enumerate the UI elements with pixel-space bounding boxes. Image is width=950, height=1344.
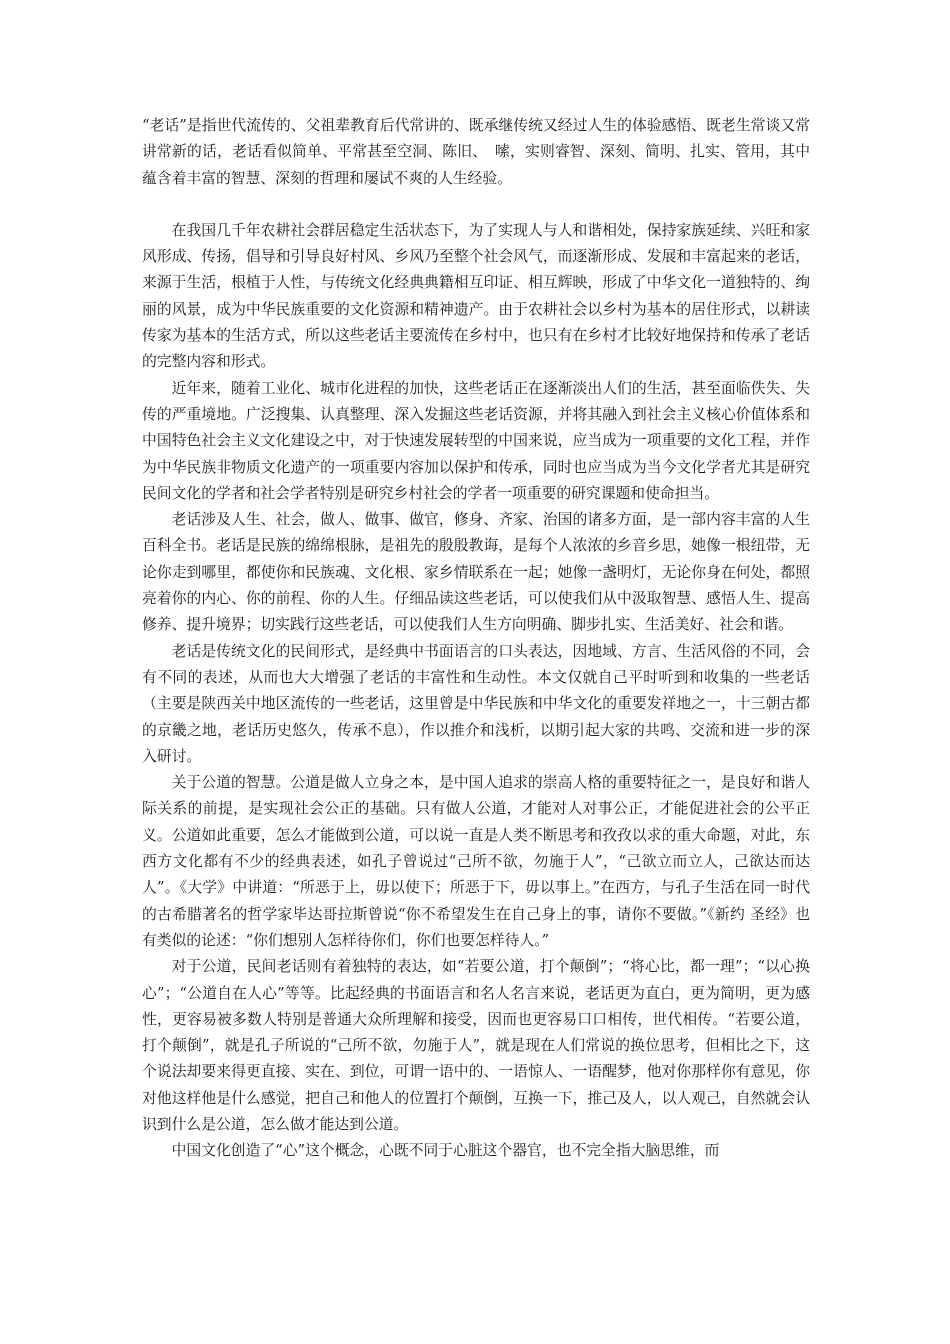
body-paragraph: 关于公道的智慧。公道是做人立身之本，是中国人追求的崇高人格的重要特征之一，是良好和谐人际关系的前提，是实现社会公正的基础。只有做人公道，才能对人对事公正，才能促进社会的公平正义。公道如此重要，怎么才能做到公道，可以说一直是人类不断思考和孜孜以求的重大命题，对此，东西方文化都有不少的经典表述，如孔子曾说过“己所不欲，勿施于人”，“己欲立而立人，己欲达而达人”。《大学》中讲道：“所恶于上，毋以使下；所恶于下，毋以事上。”在西方，与孔子生活在同一时代的古希腊著名的哲学家毕达哥拉斯曾说“你不希望发生在自己身上的事，请你不要做。”《新约 圣经》也有类似的论述：“你们想别人怎样待你们，你们也要怎样待人。” (142, 774, 810, 949)
paragraph-spacer (142, 192, 810, 218)
intro-paragraph: “老话”是指世代流传的、父祖辈教育后代常讲的、既承继传统又经过人生的体验感悟、既老生常谈又常讲常新的话，老话看似简单、平常甚至空洞、陈旧、 嗦，实则睿智、深刻、简明、扎实、管用，其中蕴含着丰富的智慧、深刻的哲理和屡试不爽的人生经验。 (142, 117, 810, 187)
document-body (142, 113, 810, 1165)
body-paragraph: 对于公道，民间老话则有着独特的表达，如“若要公道，打个颠倒”；“将心比，都一理”；“以心换心”；“公道自在人心”等等。比起经典的书面语言和名人名言来说，老话更为直白，更为简明，更为感性，更容易被多数人特别是普通大众所理解和接受，因而也更容易口口相传，世代相传。“若要公道，打个颠倒”，就是孔子所说的“己所不欲，勿施于人”，就是现在人们常说的换位思考，但相比之下，这个说法却要来得更直接、实在、到位，可谓一语中的、一语惊人、一语醒梦，他对你那样你有意见，你对他这样他是什么感觉，把自己和他人的位置打个颠倒，互换一下，推己及人，以人观己，自然就会认识到什么是公道，怎么做才能达到公道。 (142, 958, 810, 1133)
body-paragraph: 中国文化创造了“心”这个概念，心既不同于心脏这个器官，也不完全指大脑思维，而 (171, 1142, 720, 1160)
body-paragraph: 在我国几千年农耕社会群居稳定生活状态下，为了实现人与人和谐相处，保持家族延续、兴旺和家风形成、传扬，倡导和引导良好村风、乡风乃至整个社会风气，而逐渐形成、发展和丰富起来的老话，来源于生活，根植于人性，与传统文化经典典籍相互印证、相互辉映，形成了中华文化一道独特的、绚丽的风景，成为中华民族重要的文化资源和精神遗产。由于农耕社会以乡村为基本的居住形式，以耕读传家为基本的生活方式，所以这些老话主要流传在乡村中，也只有在乡村才比较好地保持和传承了老话的完整内容和形式。 (142, 221, 810, 371)
body-paragraph: 老话涉及人生、社会，做人、做事、做官，修身、齐家、治国的诸多方面，是一部内容丰富的人生百科全书。老话是民族的绵绵根脉，是祖先的殷殷教诲，是每个人浓浓的乡音乡思，她像一根纽带，无论你走到哪里，都使你和民族魂、文化根、家乡情联系在一起；她像一盏明灯，无论你身在何处，都照亮着你的内心、你的前程、你的人生。仔细品读这些老话，可以使我们从中汲取智慧、感悟人生、提高修养、提升境界；切实践行这些老话，可以使我们人生方向明确、脚步扎实、生活美好、社会和谐。 (142, 511, 810, 634)
body-paragraph: 近年来，随着工业化、城市化进程的加快，这些老话正在逐渐淡出人们的生活，甚至面临佚失、失传的严重境地。广泛搜集、认真整理、深入发掘这些老话资源，并将其融入到社会主义核心价值体系和中国特色社会主义文化建设之中，对于快速发展转型的中国来说，应当成为一项重要的文化工程，并作为中华民族非物质文化遗产的一项重要内容加以保护和传承，同时也应当成为当今文化学者尤其是研究民间文化的学者和社会学者特别是研究乡村社会的学者一项重要的研究课题和使命担当。 (142, 379, 810, 502)
body-paragraph: 老话是传统文化的民间形式，是经典中书面语言的口头表达，因地域、方言、生活风俗的不同，会有不同的表述，从而也大大增强了老话的丰富性和生动性。本文仅就自己平时听到和收集的一些老话（主要是陕西关中地区流传的一些老话，这里曾是中华民族和中华文化的重要发祥地之一，十三朝古都的京畿之地，老话历史悠久，传承不息），作以推介和浅析，以期引起大家的共鸣、交流和进一步的深入研讨。 (142, 642, 810, 765)
